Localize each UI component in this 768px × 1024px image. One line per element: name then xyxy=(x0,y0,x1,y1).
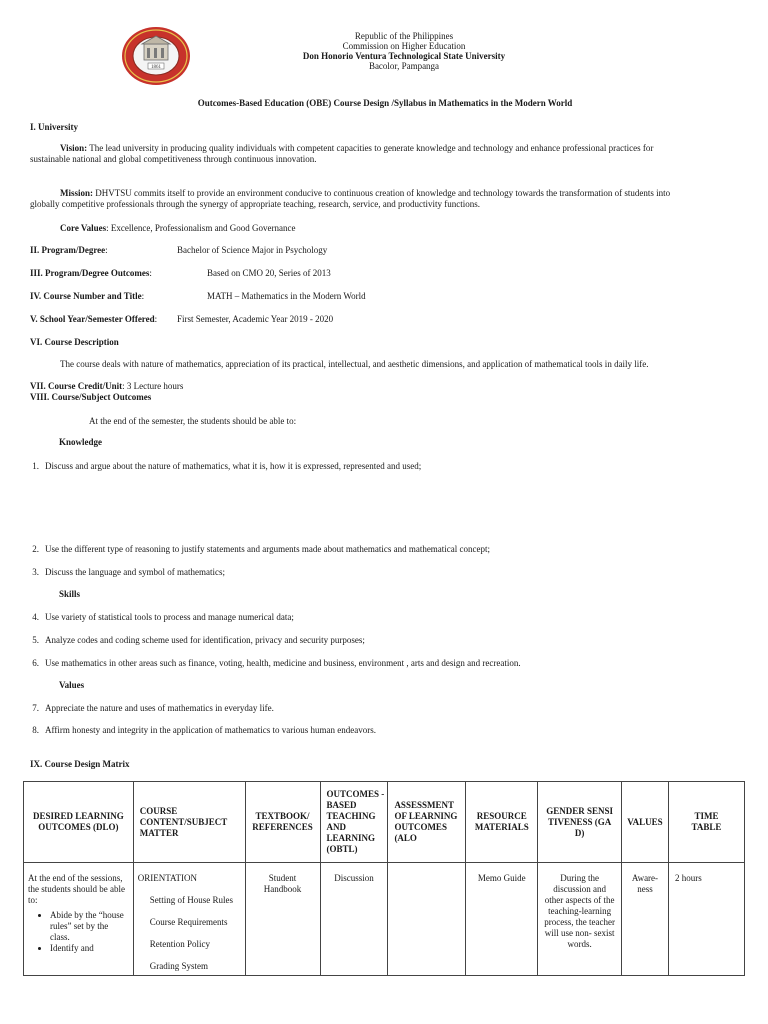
knowledge-heading: Knowledge xyxy=(59,437,103,447)
obtl-text: Discussion xyxy=(334,873,374,883)
credit-label: VII. Course Credit/Unit xyxy=(30,381,123,391)
outcome-number: 5. xyxy=(32,635,39,645)
vision-text-1: The lead university in producing quality individuals with competent capacities to generate knowledge and technology and enhance professional practices for xyxy=(87,143,654,153)
mission-label: Mission: xyxy=(60,188,94,198)
header-resource: RESOURCE MATERIALS xyxy=(466,782,538,863)
core-values-line xyxy=(60,223,296,234)
header-obtl: OUTCOMES -BASED TEACHING AND LEARNING (OBTL) xyxy=(320,782,388,863)
matrix-header-row xyxy=(24,782,745,863)
values-text: Aware-ness xyxy=(631,873,659,894)
textbook-text: Student Handbook xyxy=(263,873,302,894)
subject-outcomes-heading: VIII. Course/Subject Outcomes xyxy=(30,392,152,402)
content-item: Setting of House Rules xyxy=(149,895,233,905)
outcomes-line xyxy=(30,268,152,279)
mission-text-2: globally competitive professionals through the synergy of appropriate teaching, research, service, and productivity functions. xyxy=(30,199,480,209)
cell-dlo xyxy=(24,863,134,976)
credit-line xyxy=(30,381,183,392)
header-content: COURSE CONTENT/SUBJECT MATTER xyxy=(133,782,245,863)
outcome-text: Appreciate the nature and uses of mathematics in everyday life. xyxy=(45,703,274,713)
letterhead xyxy=(200,31,608,71)
credit-value: : 3 Lecture hours xyxy=(122,381,184,391)
header-dlo: DESIRED LEARNING OUTCOMES (DLO) xyxy=(24,782,134,863)
course-label: IV. Course Number and Title xyxy=(30,291,142,301)
vision-paragraph xyxy=(30,143,740,165)
cell-content xyxy=(133,863,245,976)
university-name: Don Honorio Ventura Technological State University xyxy=(302,51,506,61)
core-values-text: : Excellence, Professionalism and Good Governance xyxy=(106,223,296,233)
dlo-bullet-list xyxy=(28,910,129,954)
dlo-bullet: • Abide by the “house rules” set by the class. xyxy=(50,910,129,943)
schoolyear-colon: : xyxy=(154,314,158,324)
course-design-matrix xyxy=(23,781,745,976)
cell-timetable xyxy=(668,863,744,976)
outcome-number: 4. xyxy=(32,612,39,622)
dlo-bullet: • Identify and xyxy=(50,943,129,954)
outcome-text: Affirm honesty and integrity in the application of mathematics to various human endeavors. xyxy=(45,725,377,735)
cell-obtl xyxy=(320,863,388,976)
outcome-item xyxy=(25,703,274,714)
skills-heading: Skills xyxy=(59,589,81,599)
content-item: Course Requirements xyxy=(149,917,228,927)
outcome-text: Discuss and argue about the nature of mathematics, what it is, how it is expressed, represented and used; xyxy=(45,461,422,471)
header-timetable: TIME TABLE xyxy=(668,782,744,863)
schoolyear-value: First Semester, Academic Year 2019 - 2020 xyxy=(177,314,334,324)
mission-paragraph xyxy=(30,188,740,210)
university-location: Bacolor, Pampanga xyxy=(368,61,440,71)
outcomes-value: Based on CMO 20, Series of 2013 xyxy=(207,268,331,278)
outcome-text: Discuss the language and symbol of mathematics; xyxy=(45,567,225,577)
cell-resource xyxy=(466,863,538,976)
outcome-item xyxy=(25,635,365,646)
outcome-text: Use the different type of reasoning to justify statements and arguments made about mathematics and mathematical concept; xyxy=(45,544,491,554)
course-value: MATH – Mathematics in the Modern World xyxy=(207,291,366,301)
document-title: Outcomes-Based Education (OBE) Course Design /Syllabus in Mathematics in the Modern World xyxy=(197,98,573,108)
header-textbook: TEXTBOOK/ REFERENCES xyxy=(245,782,320,863)
vision-text-2: sustainable national and global competitiveness through continuous innovation. xyxy=(30,154,317,164)
header-values: VALUES xyxy=(621,782,668,863)
outcome-text: Use variety of statistical tools to process and manage numerical data; xyxy=(45,612,294,622)
outcome-number: 8. xyxy=(32,725,39,735)
outcome-item xyxy=(25,658,521,669)
outcome-text: Use mathematics in other areas such as finance, voting, health, medicine and business, environment , arts and design and recreation. xyxy=(45,658,521,668)
outcome-number: 7. xyxy=(32,703,39,713)
outcome-item xyxy=(25,612,294,623)
outcome-item xyxy=(25,461,421,472)
description-heading: VI. Course Description xyxy=(30,337,119,347)
cell-assessment xyxy=(388,863,466,976)
matrix-row xyxy=(24,863,745,976)
content-item: Retention Policy xyxy=(149,939,210,949)
outcome-text: Analyze codes and coding scheme used for identification, privacy and security purposes; xyxy=(45,635,365,645)
university-seal xyxy=(120,26,192,86)
program-value: Bachelor of Science Major in Psychology xyxy=(177,245,328,255)
values-heading: Values xyxy=(59,680,85,690)
outcome-number: 3. xyxy=(32,567,39,577)
course-colon: : xyxy=(141,291,145,301)
schoolyear-line xyxy=(30,314,157,325)
outcome-item xyxy=(25,544,490,555)
outcome-item xyxy=(25,567,225,578)
commission-line: Commission on Higher Education xyxy=(342,41,466,51)
description-text: The course deals with nature of mathematics, appreciation of its practical, intellectual, and aesthetic dimensions, and application of mathematical tools in daily life. xyxy=(60,359,649,369)
header-gad: GENDER SENSITIVENESS (GAD) xyxy=(538,782,622,863)
cell-gad xyxy=(538,863,622,976)
outcome-number: 6. xyxy=(32,658,39,668)
vision-label: Vision: xyxy=(60,143,88,153)
outcomes-intro: At the end of the semester, the students should be able to: xyxy=(89,416,297,426)
dlo-intro: At the end of the sessions, the students should be able to: xyxy=(28,873,125,905)
program-colon: : xyxy=(105,245,108,255)
seal-year: 1861 xyxy=(151,65,161,70)
core-values-label: Core Values xyxy=(60,223,107,233)
republic-line: Republic of the Philippines xyxy=(354,31,454,41)
outcomes-label: III. Program/Degree Outcomes xyxy=(30,268,150,278)
outcome-item xyxy=(25,725,376,736)
gad-text: During the discussion and other aspects of the teaching-learning process, the teacher will use non- sexist words. xyxy=(544,873,615,949)
cell-values xyxy=(621,863,668,976)
program-label: II. Program/Degree xyxy=(30,245,106,255)
section-university-heading: I. University xyxy=(30,122,78,132)
outcome-number: 2. xyxy=(32,544,39,554)
matrix-heading: IX. Course Design Matrix xyxy=(30,759,130,769)
schoolyear-label: V. School Year/Semester Offered xyxy=(30,314,155,324)
program-line xyxy=(30,245,108,256)
outcome-number: 1. xyxy=(32,461,39,471)
content-item: Grading System xyxy=(149,961,208,971)
timetable-text: 2 hours xyxy=(674,873,702,883)
outcomes-colon: : xyxy=(149,268,152,278)
mission-text-1: DHVTSU commits itself to provide an environment conducive to continuous creation of knowledge and technology towards the transformation of students into xyxy=(93,188,671,198)
resource-text: Memo Guide xyxy=(477,873,526,883)
content-title: ORIENTATION xyxy=(137,873,197,883)
cell-textbook xyxy=(245,863,320,976)
header-assessment: ASSESSMENT OF LEARNING OUTCOMES (ALO xyxy=(388,782,466,863)
course-line xyxy=(30,291,144,302)
